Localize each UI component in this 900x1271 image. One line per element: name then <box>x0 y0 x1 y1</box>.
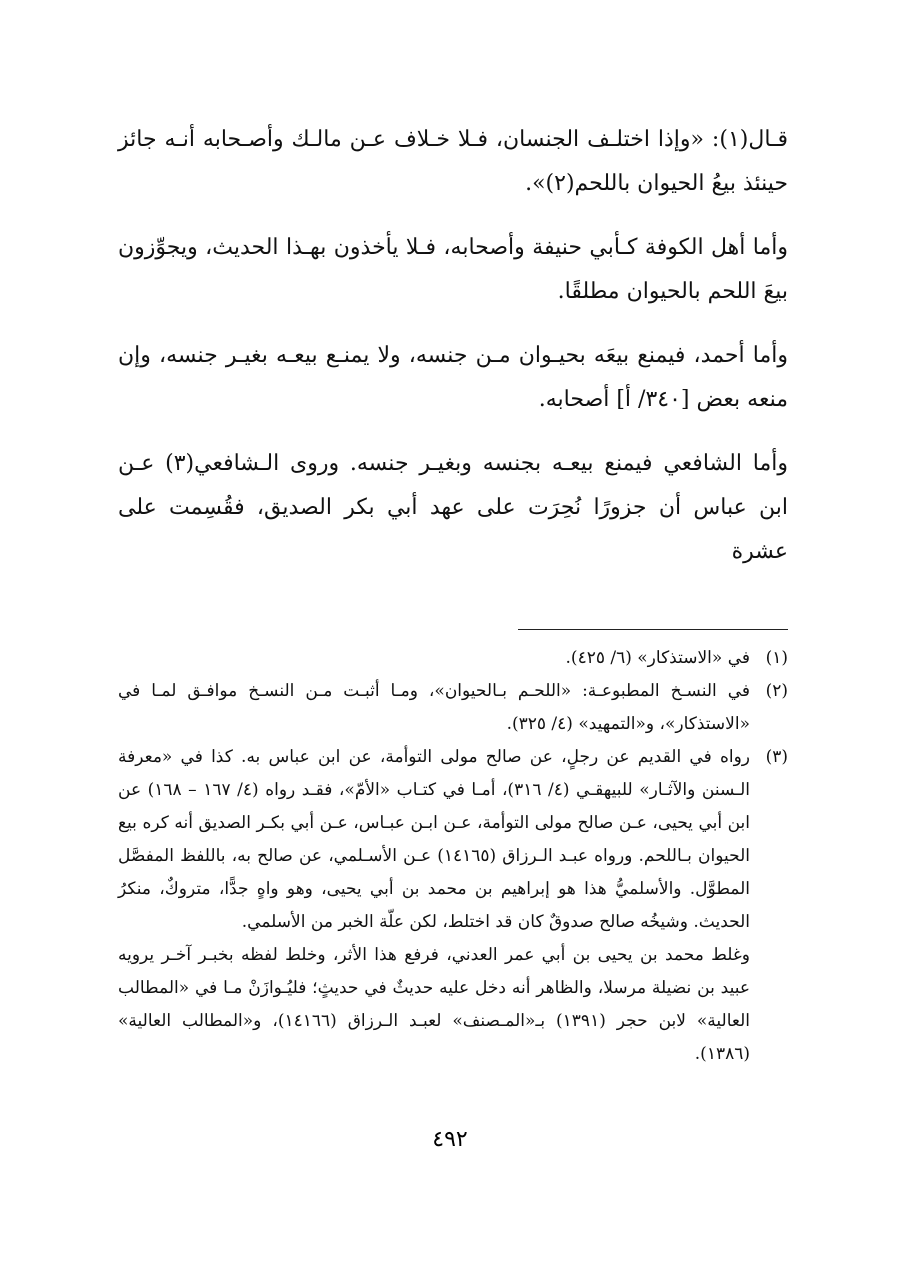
footnote-3 <box>118 741 788 939</box>
footnote-text: رواه في القديم عن رجلٍ، عن صالح مولى التوأمة، عن ابن عباس به. كذا في «معرفة الـسنن والآثـار» للبيهقـي (٤/ ٣١٦)، أمـا في كتـاب «الأمّ»، فقـد رواه (٤/ ١٦٧ – ١٦٨) عن ابن أبي يحيى، عـن صالح مولى التوأمة، عـن ابـن عبـاس، عـن أبي بكـر الصديق أنه كره بيع الحيوان بـاللحم. ورواه عبـد الـرزاق (١٤١٦٥) عـن الأسـلمي، عن صالح به، باللفظ المفصَّل المطوَّل. والأسلميُّ هذا هو إبراهيم بن محمد بن أبي يحيى، وهو واهٍ جدًّا، متروكٌ، منكرُ الحديث. وشيخُه صالح صدوقٌ كان قد اختلط، لكن علّة الخبر من الأسلمي. <box>118 747 750 932</box>
footnote-text: في النسـخ المطبوعـة: «اللحـم بـالحيوان»، ومـا أثبـت مـن النسـخ موافـق لمـا في «الاستذكار»، و«التمهيد» (٤/ ٣٢٥). <box>118 681 750 734</box>
footnote-continuation: وغلط محمد بن يحيى بن أبي عمر العدني، فرفع هذا الأثر، وخلط لفظه بخبـر آخـر يرويه عبيد بن نضيلة مرسلا، والظاهر أنه دخل عليه حديثٌ في حديثٍ؛ فليُـوازَنْ مـا في «المطالب العالية» لابن حجر (١٣٩١) بـ«المـصنف» لعبـد الـرزاق (١٤١٦٦)، و«المطالب العالية» (١٣٨٦). <box>118 945 751 1064</box>
footnote-number: (٢) <box>765 681 788 701</box>
footnote-divider <box>518 629 788 630</box>
footnote-number: (٣) <box>765 747 788 767</box>
footnote-2 <box>118 675 788 741</box>
paragraph-1: قـال(١): «وإذا اختلـف الجنسان، فـلا خـلاف عـن مالـك وأصـحابه أنـه جائز حينئذ بيعُ الحيوان باللحم(٢)». <box>118 127 788 196</box>
page-number: ٤٩٢ <box>432 1127 468 1152</box>
paragraph-3: وأما أحمد، فيمنع بيعَه بحيـوان مـن جنسه، ولا يمنـع بيعـه بغيـر جنسه، وإن منعه بعض [٣٤٠/ أ] أصحابه. <box>118 343 788 412</box>
footnote-1 <box>118 642 788 675</box>
paragraph-2: وأما أهل الكوفة كـأبي حنيفة وأصحابه، فـلا يأخذون بهـذا الحديث، ويجوِّزون بيعَ اللحم بالحيوان مطلقًا. <box>118 235 788 304</box>
main-text <box>118 118 788 574</box>
footnote-number: (١) <box>765 648 788 668</box>
footnotes <box>118 642 788 1071</box>
footnote-text: في «الاستذكار» (٦/ ٤٢٥). <box>565 648 750 668</box>
paragraph-4: وأما الشافعي فيمنع بيعـه بجنسه وبغيـر جنسه. وروى الـشافعي(٣) عـن ابن عباس أن جزورًا نُحِرَت على عهد أبي بكر الصديق، فقُسِمت على عشرة <box>118 451 789 564</box>
